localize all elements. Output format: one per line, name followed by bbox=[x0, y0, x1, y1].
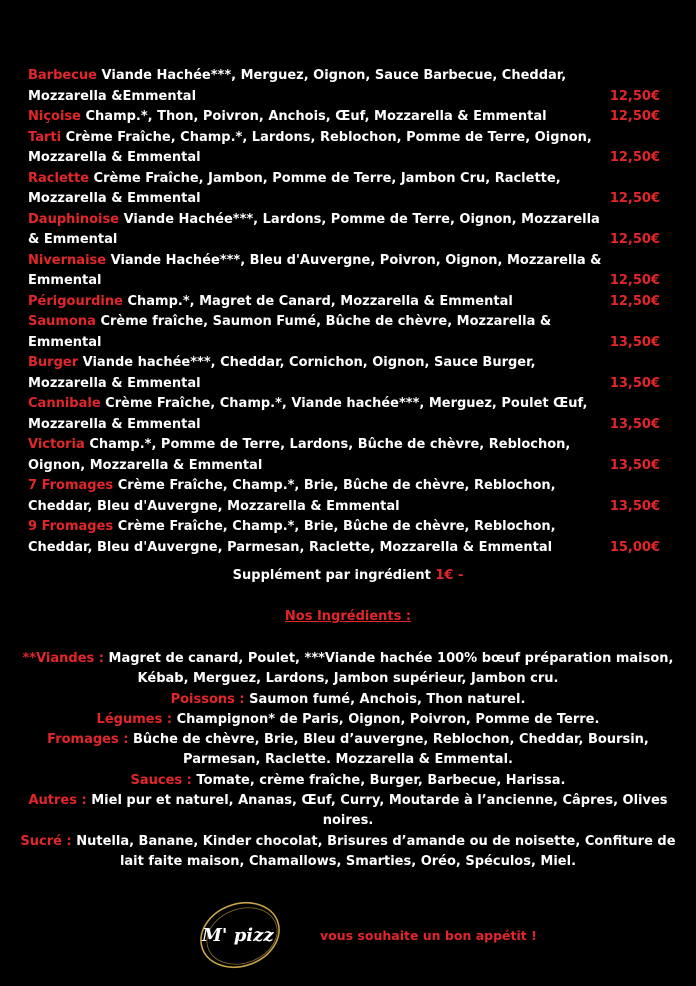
pizza-description-block bbox=[28, 107, 610, 128]
pizza-item bbox=[28, 169, 660, 210]
pizza-ingredients: Viande Hachée***, Lardons, Pomme de Terre, Oignon, Mozzarella & Emmental bbox=[28, 211, 600, 247]
footer bbox=[192, 895, 612, 975]
ingredient-category: Poissons : bbox=[170, 691, 245, 707]
pizza-name: Niçoise bbox=[28, 109, 81, 124]
pizza-name: 7 Fromages bbox=[28, 478, 114, 493]
pizza-item bbox=[28, 312, 660, 353]
pizza-price: 13,50€ bbox=[609, 334, 660, 350]
pizza-description-block bbox=[28, 353, 610, 394]
pizza-description-block bbox=[28, 292, 610, 313]
logo-text: M' pizz bbox=[202, 925, 274, 946]
pizza-ingredients: Crème fraîche, Saumon Fumé, Bûche de chèvre, Mozzarella & Emmental bbox=[28, 314, 552, 350]
pizza-description-block bbox=[28, 394, 610, 435]
pizza-price: 12,50€ bbox=[609, 191, 660, 206]
pizza-description-block bbox=[28, 476, 610, 517]
pizza-description-block bbox=[28, 66, 610, 107]
ingredient-category: Sucré : bbox=[20, 833, 72, 849]
pizza-price: 12,50€ bbox=[609, 293, 660, 309]
ingredient-list: Tomate, crème fraîche, Burger, Barbecue, Harissa. bbox=[196, 772, 566, 788]
ingredient-group bbox=[20, 710, 676, 730]
pizza-name: Burger bbox=[28, 355, 79, 370]
pizza-ingredients: Champ.*, Thon, Poivron, Anchois, Œuf, Mozzarella & Emmental bbox=[85, 109, 547, 124]
pizza-description-block bbox=[28, 517, 610, 558]
pizza-name: Barbecue bbox=[28, 68, 97, 83]
pizza-item bbox=[28, 394, 660, 435]
ingredient-list: Bûche de chèvre, Brie, Bleu d’auvergne, Reblochon, Cheddar, Boursin, Parmesan, Raclette. Mozzarella & Emmental. bbox=[132, 732, 649, 768]
pizza-name: Nivernaise bbox=[28, 252, 107, 268]
ingredient-group bbox=[20, 649, 676, 690]
supplement-line bbox=[0, 566, 696, 586]
pizza-price: 12,50€ bbox=[609, 109, 660, 124]
pizza-name: Périgourdine bbox=[28, 293, 123, 309]
pizza-item bbox=[28, 251, 660, 292]
pizza-item bbox=[28, 353, 660, 394]
ingredient-group bbox=[20, 771, 676, 791]
ingredients-title: Nos Ingrédients : bbox=[284, 609, 412, 624]
pizza-price: 13,50€ bbox=[609, 416, 660, 432]
pizza-ingredients: Crème Fraîche, Champ.*, Brie, Bûche de chèvre, Reblochon, Cheddar, Bleu d'Auvergne, Mozzarella & Emmental bbox=[28, 478, 556, 514]
pizza-name: Dauphinoise bbox=[28, 211, 120, 227]
pizza-item bbox=[28, 107, 660, 128]
supplement-price: 1€ - bbox=[435, 568, 464, 583]
ingredient-list: Champignon* de Paris, Oignon, Poivron, Pomme de Terre. bbox=[176, 711, 600, 727]
pizza-ingredients: Champ.*, Magret de Canard, Mozzarella & Emmental bbox=[127, 293, 513, 309]
pizza-item bbox=[28, 476, 660, 517]
pizza-ingredients: Crème Fraîche, Champ.*, Viande hachée***, Merguez, Poulet Œuf, Mozzarella & Emmental bbox=[28, 396, 588, 432]
ingredient-category: Autres : bbox=[28, 793, 87, 809]
ingredient-category: Fromages : bbox=[47, 732, 129, 748]
pizza-menu-list bbox=[28, 66, 660, 558]
ingredient-group bbox=[20, 791, 676, 832]
pizza-ingredients: Viande Hachée***, Merguez, Oignon, Sauce Barbecue, Cheddar, Mozzarella &Emmental bbox=[28, 68, 567, 104]
pizza-price: 13,50€ bbox=[609, 498, 660, 514]
supplement-label: Supplément par ingrédient bbox=[232, 568, 431, 583]
pizza-description-block bbox=[28, 435, 610, 476]
ingredient-list: Nutella, Banane, Kinder chocolat, Brisures d’amande ou de noisette, Confiture de lait faite maison, Chamallows, Smarties, Oréo, Spéculos, Miel. bbox=[76, 833, 676, 869]
pizza-price: 12,50€ bbox=[609, 150, 660, 165]
ingredients-section bbox=[20, 649, 676, 872]
pizza-item bbox=[28, 435, 660, 476]
mpizz-logo bbox=[192, 895, 292, 975]
pizza-name: Cannibale bbox=[28, 396, 101, 411]
pizza-name: Raclette bbox=[28, 170, 90, 186]
pizza-description-block bbox=[28, 251, 610, 292]
ingredient-category: Sauces : bbox=[130, 772, 192, 788]
ingredient-group bbox=[20, 832, 676, 873]
ingredient-group bbox=[20, 690, 676, 710]
pizza-ingredients: Crème Fraîche, Champ.*, Lardons, Reblochon, Pomme de Terre, Oignon, Mozzarella & Emmental bbox=[28, 129, 592, 165]
pizza-name: Saumona bbox=[28, 314, 96, 329]
pizza-description-block bbox=[28, 210, 610, 251]
pizza-ingredients: Crème Fraîche, Champ.*, Brie, Bûche de chèvre, Reblochon, Cheddar, Bleu d'Auvergne, Parmesan, Raclette, Mozzarella & Emmental bbox=[28, 519, 556, 555]
pizza-name: Victoria bbox=[28, 437, 85, 452]
pizza-name: 9 Fromages bbox=[28, 519, 114, 534]
pizza-item bbox=[28, 517, 660, 558]
pizza-item bbox=[28, 292, 660, 313]
pizza-price: 12,50€ bbox=[609, 88, 660, 104]
ingredient-list: Miel pur et naturel, Ananas, Œuf, Curry, Moutarde à l’ancienne, Câpres, Olives noires. bbox=[91, 793, 668, 829]
pizza-ingredients: Viande Hachée***, Bleu d'Auvergne, Poivron, Oignon, Mozzarella & Emmental bbox=[28, 252, 602, 288]
pizza-ingredients: Champ.*, Pomme de Terre, Lardons, Bûche de chèvre, Reblochon, Oignon, Mozzarella & Emmental bbox=[28, 437, 571, 473]
pizza-ingredients: Viande hachée***, Cheddar, Cornichon, Oignon, Sauce Burger, Mozzarella & Emmental bbox=[28, 355, 536, 391]
slogan: vous souhaite un bon appétit ! bbox=[320, 928, 537, 943]
pizza-price: 15,00€ bbox=[609, 539, 660, 555]
pizza-item bbox=[28, 66, 660, 107]
pizza-price: 12,50€ bbox=[609, 273, 660, 288]
ingredient-list: Magret de canard, Poulet, ***Viande hachée 100% bœuf préparation maison, Kébab, Merguez, Lardons, Jambon supérieur, Jambon cru. bbox=[108, 651, 674, 687]
pizza-ingredients: Crème Fraîche, Jambon, Pomme de Terre, Jambon Cru, Raclette, Mozzarella & Emmental bbox=[28, 170, 561, 206]
pizza-item bbox=[28, 128, 660, 169]
pizza-price: 12,50€ bbox=[609, 232, 660, 247]
ingredient-group bbox=[20, 730, 676, 771]
pizza-name: Tarti bbox=[28, 129, 62, 145]
pizza-description-block bbox=[28, 312, 610, 353]
ingredient-list: Saumon fumé, Anchois, Thon naturel. bbox=[249, 691, 526, 707]
pizza-description-block bbox=[28, 128, 610, 169]
pizza-item bbox=[28, 210, 660, 251]
pizza-price: 13,50€ bbox=[609, 457, 660, 473]
pizza-price: 13,50€ bbox=[609, 375, 660, 391]
pizza-description-block bbox=[28, 169, 610, 210]
ingredient-category: Légumes : bbox=[96, 711, 173, 727]
ingredient-category: **Viandes : bbox=[22, 651, 104, 666]
